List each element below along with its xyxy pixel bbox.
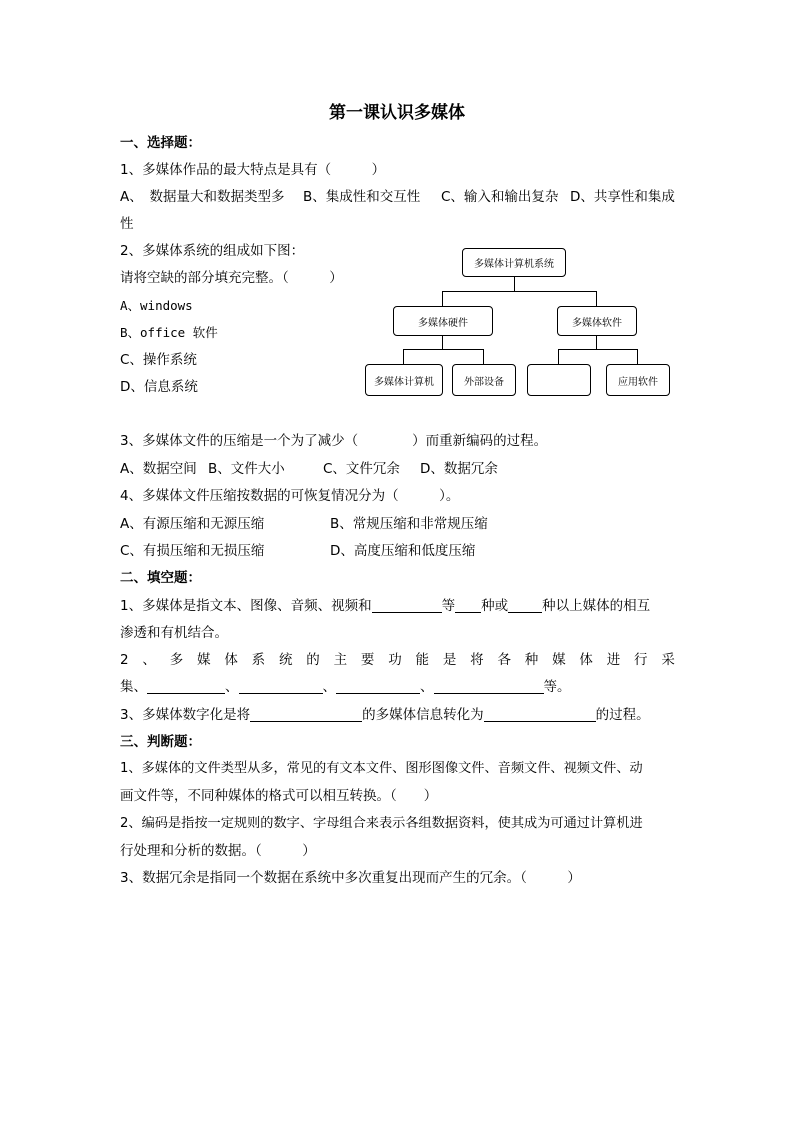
s3-q2-line1: 2、编码是指按一定规则的数字、字母组合来表示各组数据资料，使其成为可通过计算机进 <box>120 816 643 831</box>
fill-blank <box>434 679 544 694</box>
diagram-connector <box>442 335 443 349</box>
s2-q2-char: 的 <box>306 652 320 668</box>
s2-q2-char: 要 <box>360 652 375 668</box>
s2-q2-sep: 、 <box>322 679 336 695</box>
s1-q1-option-b: B、集成性和交互性 <box>303 189 421 205</box>
s1-q1-option-a: A、 数据量大和数据类型多 <box>120 189 285 205</box>
s1-q2-prompt: 请将空缺的部分填充完整。（ ） <box>120 270 343 286</box>
s1-q1-wrap: 性 <box>120 216 134 232</box>
s2-q1-part2: 等 <box>441 598 456 614</box>
s2-q1-part4: 种以上媒体的相互 <box>542 598 651 614</box>
page-title: 第一课认识多媒体 <box>329 103 465 123</box>
s2-q2-char: 体 <box>579 652 593 668</box>
s2-q2-char: 媒 <box>552 652 566 668</box>
s2-q3-line <box>120 706 650 724</box>
s1-q2-option-c: C、操作系统 <box>120 352 197 368</box>
s2-q2-char: 2 <box>120 652 129 668</box>
diagram-connector <box>637 349 638 364</box>
s2-q2-start: 集、 <box>120 679 147 695</box>
s3-q3-line1: 3、数据冗余是指同一个数据在系统中多次重复出现而产生的冗余。（ ） <box>120 870 581 886</box>
s2-q2-char: 功 <box>388 652 402 668</box>
s2-q2-char: 多 <box>169 652 184 668</box>
s2-q3-part3: 的过程。 <box>595 707 650 723</box>
s1-q2-text: 2、多媒体系统的组成如下图： <box>120 243 305 259</box>
diagram-connector <box>596 335 597 349</box>
s2-q2-char: 行 <box>634 652 648 668</box>
s1-q4-text: 4、多媒体文件压缩按数据的可恢复情况分为（ ）。 <box>120 488 460 504</box>
s2-q2-char: 各 <box>497 652 511 668</box>
s2-q2-char: 媒 <box>197 652 211 668</box>
diagram-connector <box>558 349 559 364</box>
s1-q3-text-a: 3、多媒体文件的压缩是一个为了减少（ <box>120 433 359 449</box>
fill-blank <box>147 679 225 694</box>
diagram-computer-node: 多媒体计算机 <box>365 364 443 396</box>
s2-q1-part3: 种或 <box>481 598 509 614</box>
diagram-root-node: 多媒体计算机系统 <box>462 248 566 277</box>
fill-blank <box>372 598 442 613</box>
s2-q2-char: 进 <box>606 652 621 668</box>
diagram-blank-node <box>527 364 591 396</box>
s2-q2-line2 <box>120 678 571 696</box>
s2-q2-line1 <box>120 651 675 669</box>
fill-blank <box>484 707 596 722</box>
fill-blank <box>455 598 481 613</box>
diagram-connector <box>442 291 597 292</box>
fill-blank <box>508 598 542 613</box>
s2-q2-char: 主 <box>333 652 348 668</box>
s2-q2-end: 等。 <box>543 679 571 695</box>
section1-heading: 一、选择题： <box>120 135 201 151</box>
s2-q2-char: 体 <box>224 652 238 668</box>
s2-q2-char: 将 <box>470 652 484 668</box>
s2-q2-sep: 、 <box>225 679 239 695</box>
s2-q2-char: 统 <box>278 652 293 668</box>
s2-q2-char: 采 <box>661 652 675 668</box>
s1-q2-option-a: A、windows <box>120 298 193 313</box>
s1-q2-option-d: D、信息系统 <box>120 379 198 395</box>
fill-blank <box>239 679 323 694</box>
s2-q2-char: 、 <box>142 652 156 668</box>
diagram-app-node: 应用软件 <box>606 364 670 396</box>
diagram-device-node: 外部设备 <box>452 364 516 396</box>
s2-q1-line2: 渗透和有机结合。 <box>120 625 228 641</box>
s2-q1-line1 <box>120 597 650 615</box>
s3-q1-line1: 1、多媒体的文件类型从多，常见的有文本文件、图形图像文件、音频文件、视频文件、动 <box>120 761 643 776</box>
diagram-hardware-node: 多媒体硬件 <box>393 306 493 336</box>
diagram-connector <box>596 291 597 306</box>
s1-q3-option-a: A、数据空间 <box>120 461 197 477</box>
diagram-connector <box>442 291 443 306</box>
diagram-connector <box>514 276 515 291</box>
s1-q1-text: 1、多媒体作品的最大特点是具有（ ） <box>120 162 386 178</box>
s1-q4-option-c: C、有损压缩和无损压缩 <box>120 543 265 559</box>
s2-q2-sep: 、 <box>420 679 434 695</box>
fill-blank <box>336 679 420 694</box>
section2-heading: 二、填空题： <box>120 570 201 586</box>
s1-q4-option-d: D、高度压缩和低度压缩 <box>330 543 476 559</box>
s1-q1-option-d: D、共享性和集成 <box>570 189 675 205</box>
s1-q4-option-a: A、有源压缩和无源压缩 <box>120 516 265 532</box>
diagram-connector <box>483 349 484 364</box>
s2-q2-char: 是 <box>442 652 457 668</box>
section3-heading: 三、判断题： <box>120 734 201 750</box>
s1-q3-option-c: C、文件冗余 <box>323 461 400 477</box>
s1-q1-option-c: C、输入和输出复杂 <box>441 189 559 205</box>
s2-q1-part1: 1、多媒体是指文本、图像、音频、视频和 <box>120 598 372 614</box>
s2-q3-part1: 3、多媒体数字化是将 <box>120 707 251 723</box>
s2-q2-char: 系 <box>251 652 266 668</box>
s3-q2-line2: 行处理和分析的数据。（ ） <box>120 843 316 859</box>
s3-q1-line2: 画文件等，不同种媒体的格式可以相互转换。（ ） <box>120 788 438 804</box>
s2-q3-part2: 的多媒体信息转化为 <box>362 707 484 723</box>
s1-q4-option-b: B、常规压缩和非常规压缩 <box>330 516 488 532</box>
diagram-connector <box>403 349 404 364</box>
fill-blank <box>250 707 362 722</box>
diagram-connector <box>403 349 484 350</box>
diagram-connector <box>558 349 638 350</box>
s2-q2-char: 能 <box>415 652 430 668</box>
s1-q3-text-b: ）而重新编码的过程。 <box>412 433 548 449</box>
diagram-software-node: 多媒体软件 <box>557 306 637 336</box>
s1-q3-text <box>120 432 547 450</box>
s2-q2-char: 种 <box>524 652 539 668</box>
s1-q3-option-d: D、数据冗余 <box>420 461 498 477</box>
s1-q2-option-b: B、office 软件 <box>120 325 218 340</box>
s1-q3-option-b: B、文件大小 <box>208 461 285 477</box>
